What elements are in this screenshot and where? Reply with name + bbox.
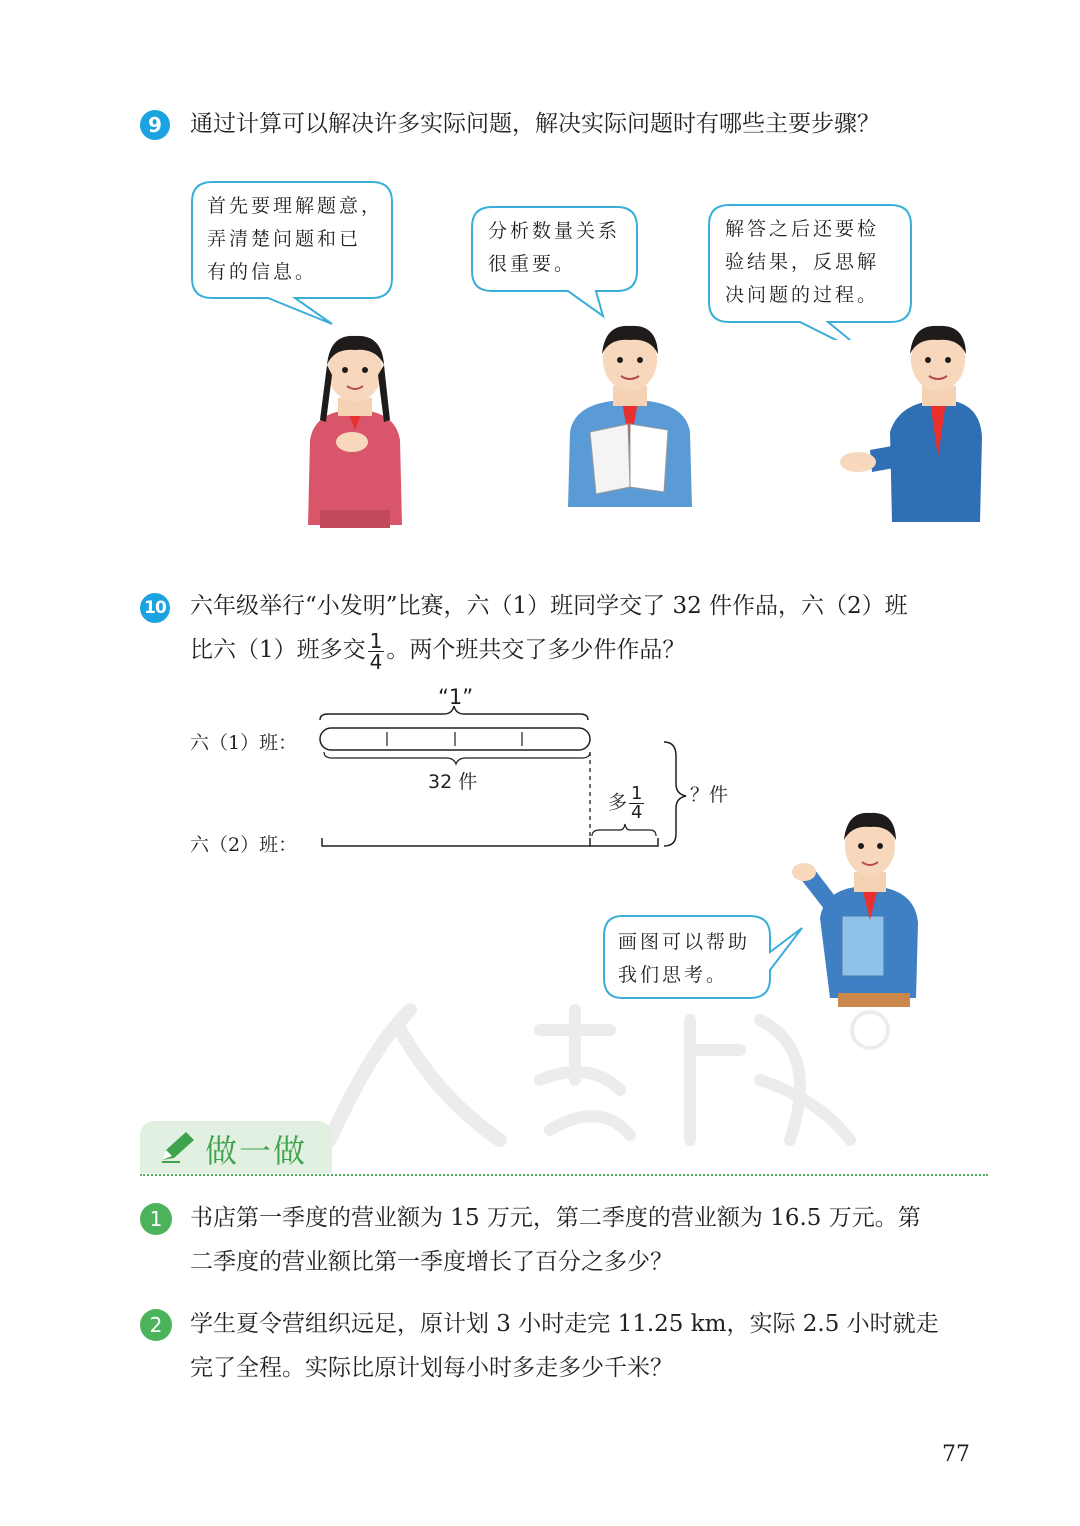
exercise-1-text: 书店第一季度的营业额为 15 万元，第二季度的营业额为 16.5 万元。第 二季度的营业额比第一季度增长了百分之多少？ (190, 1205, 921, 1275)
diagram-unit-label: “1” (438, 685, 474, 709)
speech-bubble-3-text: 解答之后还要检 验结果，反思解 决问题的过程。 (725, 218, 880, 306)
exercise-1-number: 1 (140, 1203, 172, 1235)
diagram-total-label: ？件 (690, 784, 729, 806)
speech-bubble-1-text: 首先要理解题意， 弄清楚问题和已 有的信息。 (207, 195, 384, 283)
diagram-fraction-one-quarter: $\frac{1}{4}$ (631, 783, 643, 823)
total-right-brace (664, 742, 686, 846)
row-2-line (322, 838, 658, 846)
extra-quarter-brace (592, 824, 656, 836)
row-1-bottom-brace (324, 752, 590, 764)
student-boy-gesturing-illustration (830, 322, 990, 527)
question-10-line-2: 比六（1）班多交 $\frac{1}{4}$ 。两个班共交了多少件作品？ (190, 628, 686, 674)
line-segment-diagram (300, 700, 700, 860)
speech-bubbles-q9 (0, 0, 1080, 340)
diagram-row-2-label: 六（2）班： (190, 834, 298, 856)
student-boy-with-book-illustration (560, 322, 700, 512)
diagram-more-label: 多 $\frac{1}{4}$ (608, 783, 643, 823)
unit-top-brace (320, 706, 588, 720)
section-title: 做一做 (205, 1132, 308, 1170)
exercise-2-text: 学生夏令营组织远足，原计划 3 小时走完 11.25 km，实际 2.5 小时就走 完了全程。实际比原计划每小时多走多少千米？ (190, 1311, 939, 1381)
diagram-row-1-label: 六（1）班： (190, 732, 298, 754)
hint-speech-bubble-text: 画图可以帮助 我们思考。 (618, 931, 751, 986)
student-girl-illustration (290, 330, 420, 530)
section-divider (140, 1174, 988, 1176)
diagram-count-label: 32 件 (428, 771, 478, 793)
question-9-text: 通过计算可以解决许多实际问题，解决实际问题时有哪些主要步骤？ (190, 111, 880, 137)
student-boy-presenting-illustration (790, 808, 930, 1008)
question-9-number: 9 (140, 110, 170, 140)
exercise-2-number: 2 (140, 1309, 172, 1341)
question-10-number: 10 (140, 593, 170, 623)
speech-bubble-2-text: 分析数量关系 很重要。 (488, 220, 621, 275)
fraction-one-quarter: $\frac{1}{4}$ (369, 628, 383, 674)
publisher-watermark (290, 990, 910, 1150)
pencil-icon (158, 1130, 196, 1164)
question-10-line-1: 六年级举行“小发明”比赛，六（1）班同学交了 32 件作品，六（2）班 (190, 593, 908, 619)
page-number: 77 (942, 1442, 970, 1467)
